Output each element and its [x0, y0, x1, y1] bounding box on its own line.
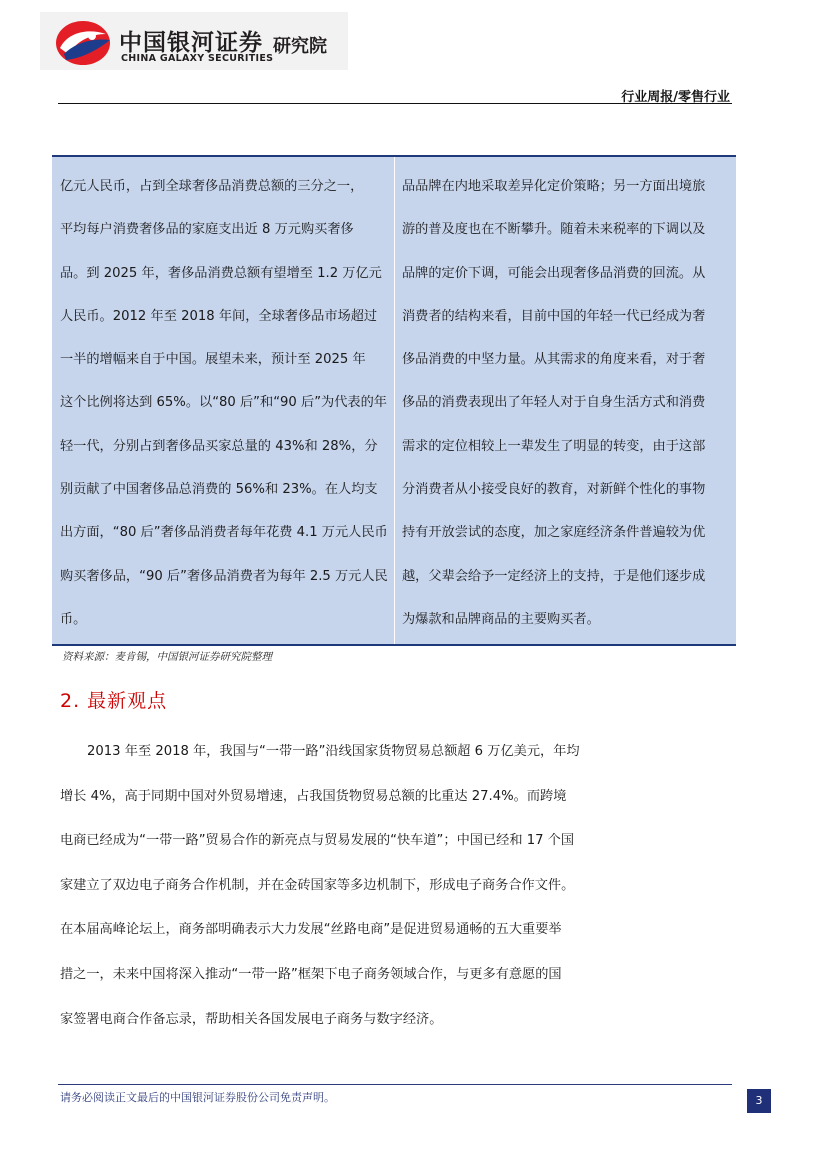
brand-name-cn: 中国银河证券: [119, 30, 263, 56]
text-line: 一半的增幅来自于中国。展望未来，预计至 2025 年: [60, 352, 366, 368]
paragraph-line: 增长 4%，高于同期中国对外贸易增速，占我国货物贸易总额的比重达 27.4%。而跨境: [60, 788, 567, 804]
box-left-column: [60, 165, 386, 641]
text-line: 分消费者从小接受良好的教育，对新鲜个性化的事物: [402, 482, 706, 498]
paragraph-line: 措之一，未来中国将深入推动“一带一路”框架下电子商务领域合作，与更多有意愿的国: [60, 966, 562, 982]
text-line: 游的普及度也在不断攀升。随着未来税率的下调以及: [402, 222, 706, 238]
text-line: 出方面，“80 后”奢侈品消费者每年花费 4.1 万元人民币: [60, 525, 388, 541]
text-line: 品牌的定价下调，可能会出现奢侈品消费的回流。从: [402, 265, 706, 281]
text-line: 轻一代，分别占到奢侈品买家总量的 43%和 28%，分: [60, 438, 378, 454]
page-number: 3: [747, 1089, 771, 1113]
text-line: 平均每户消费奢侈品的家庭支出近 8 万元购买奢侈: [60, 222, 354, 238]
section-body: [60, 730, 590, 1042]
text-line: 亿元人民币，占到全球奢侈品消费总额的三分之一，: [60, 179, 364, 194]
header-rule: [58, 103, 732, 104]
box-right-column: [402, 165, 728, 641]
text-line: 人民币。2012 年至 2018 年间，全球奢侈品市场超过: [60, 308, 378, 324]
text-line: 品。到 2025 年，奢侈品消费总额有望增至 1.2 万亿元: [60, 265, 382, 281]
text-line: 需求的定位相较上一辈发生了明显的转变，由于这部: [402, 438, 706, 454]
source-note: 资料来源：麦肯锡，中国银河证券研究院整理: [62, 651, 272, 663]
paragraph-line: 2013 年至 2018 年，我国与“一带一路”沿线国家货物贸易总额超 6 万亿美元，年均: [87, 744, 580, 759]
galaxy-logo-icon: [54, 18, 112, 68]
box-column-divider: [394, 157, 395, 644]
text-line: 侈品的消费表现出了年轻人对于自身生活方式和消费: [402, 395, 706, 411]
paragraph-line: 家签署电商合作备忘录，帮助相关各国发展电子商务与数字经济。: [60, 1011, 443, 1027]
text-line: 这个比例将达到 65%。以“80 后”和“90 后”为代表的年: [60, 395, 387, 411]
text-line: 购买奢侈品，“90 后”奢侈品消费者为每年 2.5 万元人民: [60, 568, 388, 584]
text-line: 越，父辈会给予一定经济上的支持，于是他们逐步成: [402, 568, 706, 584]
report-type: 行业周报/零售行业: [621, 90, 730, 105]
footer-rule: [58, 1084, 732, 1085]
section-heading: 2. 最新观点: [60, 690, 168, 712]
text-line: 侈品消费的中坚力量。从其需求的角度来看，对于奢: [402, 352, 706, 368]
text-line: 持有开放尝试的态度，加之家庭经济条件普遍较为优: [402, 525, 706, 541]
brand-name-en: CHINA GALAXY SECURITIES: [121, 53, 274, 64]
text-line: 消费者的结构来看，目前中国的年轻一代已经成为奢: [402, 308, 706, 324]
text-line: 品品牌在内地采取差异化定价策略；另一方面出境旅: [402, 179, 706, 194]
text-line: 币。: [60, 611, 87, 627]
paragraph-line: 在本届高峰论坛上，商务部明确表示大力发展“丝路电商”是促进贸易通畅的五大重要举: [60, 922, 562, 938]
paragraph-line: 电商已经成为“一带一路”贸易合作的新亮点与贸易发展的“快车道”；中国已经和 17 个国: [60, 833, 575, 849]
text-line: 为爆款和品牌商品的主要购买者。: [402, 611, 600, 627]
text-line: 别贡献了中国奢侈品总消费的 56%和 23%。在人均支: [60, 482, 378, 498]
brand-institute: 研究院: [273, 36, 327, 57]
footer-disclaimer: 请务必阅读正文最后的中国银河证券股份公司免责声明。: [60, 1091, 335, 1104]
paragraph-line: 家建立了双边电子商务合作机制，并在金砖国家等多边机制下，形成电子商务合作文件。: [60, 877, 575, 893]
